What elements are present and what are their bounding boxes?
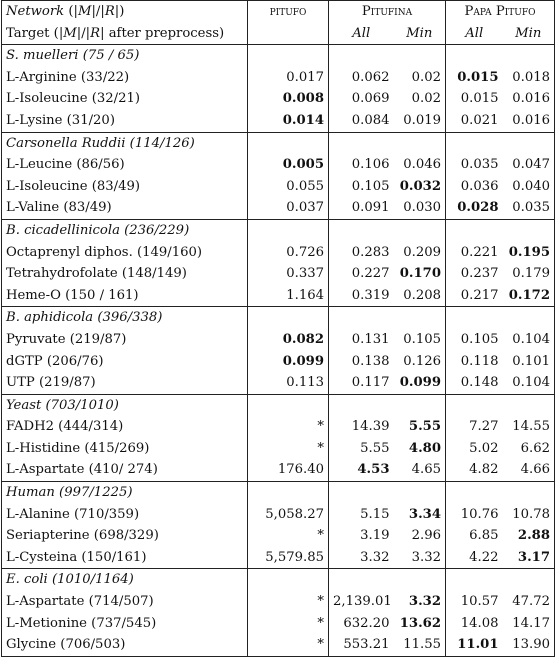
value-pitufo: 0.005 [248, 154, 329, 176]
value-papa-min: 0.101 [503, 351, 555, 373]
pitufina-header [329, 1, 446, 23]
value-pitufo: 0.113 [248, 372, 329, 394]
empty-cell [446, 132, 503, 154]
value-papa-all: 0.015 [457, 69, 499, 85]
table-row [2, 547, 555, 569]
empty-cell [446, 482, 503, 504]
table-row [2, 372, 555, 394]
value-papa-all: 0.035 [460, 157, 499, 173]
section-title: S. muelleri (75 / 65) [2, 45, 248, 67]
empty-cell [394, 45, 446, 67]
value-pitufina-all: 0.062 [351, 69, 390, 85]
value-pitufina-min: 3.34 [394, 504, 446, 526]
value-pitufina-all: 0.131 [351, 331, 390, 347]
empty-cell [248, 394, 329, 416]
section-title: B. aphidicola (396/338) [2, 307, 248, 329]
value-papa-all: 0.148 [460, 375, 499, 391]
target-label: L-Lysine (31/20) [2, 110, 248, 132]
papa-min-subheader: Min [503, 23, 555, 45]
empty-cell [248, 219, 329, 241]
table-row [2, 329, 555, 351]
value-pitufina-min: 5.55 [394, 416, 446, 438]
table-row [2, 351, 555, 373]
table-row [2, 416, 555, 438]
empty-cell [329, 132, 394, 154]
value-papa-min: 2.88 [503, 525, 555, 547]
empty-cell [394, 569, 446, 591]
empty-cell [329, 482, 394, 504]
value-papa-min: 0.104 [503, 372, 555, 394]
section-header-row [2, 569, 555, 591]
value-papa-min: 0.016 [503, 110, 555, 132]
value-pitufo: 1.164 [248, 285, 329, 307]
value-pitufina-min: 4.65 [394, 459, 446, 481]
value-pitufina-min: 0.02 [394, 88, 446, 110]
table-row [2, 197, 555, 219]
papa-all-subheader: All [465, 25, 484, 41]
value-pitufina-min: 0.019 [394, 110, 446, 132]
empty-cell [329, 569, 394, 591]
empty-cell [248, 307, 329, 329]
value-pitufo: 0.008 [248, 88, 329, 110]
value-pitufina-min: 0.099 [394, 372, 446, 394]
target-label: L-Metionine (737/545) [2, 613, 248, 635]
value-pitufo: * [248, 591, 329, 613]
value-pitufina-all: 0.069 [351, 91, 390, 107]
pitufo-header-label: pitufo [269, 4, 307, 19]
empty-cell [248, 569, 329, 591]
empty-cell [446, 45, 503, 67]
target-label: L-Aspartate (714/507) [2, 591, 248, 613]
target-label: L-Aspartate (410/ 274) [2, 459, 248, 481]
value-pitufo: * [248, 416, 329, 438]
empty-cell [394, 219, 446, 241]
target-header: Target (|M|/|R| after preprocess) [2, 23, 248, 45]
empty-cell [503, 569, 555, 591]
empty-cell [248, 132, 329, 154]
pitufina-header-label: Pitufina [361, 4, 413, 19]
table-row [2, 634, 555, 656]
value-pitufina-min: 0.105 [394, 329, 446, 351]
value-pitufo: * [248, 525, 329, 547]
empty-cell [329, 307, 394, 329]
target-label: Heme-O (150 / 161) [2, 285, 248, 307]
header-row-1 [2, 1, 555, 23]
value-papa-all: 5.02 [469, 440, 499, 456]
target-label: L-Cysteina (150/161) [2, 547, 248, 569]
table-row [2, 110, 555, 132]
table-row [2, 176, 555, 198]
value-pitufina-all: 0.319 [351, 287, 390, 303]
value-pitufina-min: 0.126 [394, 351, 446, 373]
value-papa-all: 0.015 [460, 91, 499, 107]
value-papa-min: 14.17 [503, 613, 555, 635]
target-label: Tetrahydrofolate (148/149) [2, 263, 248, 285]
target-label: L-Arginine (33/22) [2, 67, 248, 89]
target-label: L-Isoleucine (83/49) [2, 176, 248, 198]
target-label: UTP (219/87) [2, 372, 248, 394]
empty-cell [503, 219, 555, 241]
value-pitufina-all: 14.39 [351, 419, 390, 435]
value-papa-min: 0.018 [503, 67, 555, 89]
section-header-row [2, 45, 555, 67]
value-papa-min: 0.172 [503, 285, 555, 307]
value-papa-all: 0.021 [460, 112, 499, 128]
value-pitufina-all: 0.138 [351, 353, 390, 369]
value-pitufina-min: 13.62 [394, 613, 446, 635]
value-pitufina-all: 632.20 [343, 615, 390, 631]
value-papa-all: 0.217 [460, 287, 499, 303]
empty-cell [503, 307, 555, 329]
table-row [2, 88, 555, 110]
value-papa-min: 6.62 [503, 438, 555, 460]
value-papa-min: 4.66 [503, 459, 555, 481]
section-title: Human (997/1225) [2, 482, 248, 504]
table-row [2, 504, 555, 526]
value-papa-min: 10.78 [503, 504, 555, 526]
value-papa-all: 0.237 [460, 266, 499, 282]
value-papa-min: 0.016 [503, 88, 555, 110]
value-pitufina-all: 4.53 [357, 462, 390, 478]
value-pitufo: 0.017 [248, 67, 329, 89]
value-papa-min: 0.195 [503, 242, 555, 264]
value-pitufina-all: 2,139.01 [333, 594, 392, 610]
pitufina-all-subheader: All [352, 25, 371, 41]
value-pitufina-all: 0.283 [351, 244, 390, 260]
results-table [1, 0, 555, 657]
empty-cell [329, 219, 394, 241]
value-papa-min: 0.035 [503, 197, 555, 219]
empty-cell [248, 45, 329, 67]
value-pitufina-all: 0.106 [351, 157, 390, 173]
value-papa-min: 3.17 [503, 547, 555, 569]
value-pitufina-all: 5.15 [360, 506, 390, 522]
target-label: Pyruvate (219/87) [2, 329, 248, 351]
value-papa-all: 10.76 [460, 506, 499, 522]
value-pitufina-all: 3.32 [360, 549, 390, 565]
value-pitufina-min: 0.208 [394, 285, 446, 307]
value-papa-min: 13.90 [503, 634, 555, 656]
network-header: Network (|M|/|R|) [2, 1, 248, 23]
target-label: Octaprenyl diphos. (149/160) [2, 242, 248, 264]
section-header-row [2, 219, 555, 241]
target-label: Seriapterine (698/329) [2, 525, 248, 547]
empty-cell [394, 307, 446, 329]
table-row [2, 525, 555, 547]
value-pitufina-min: 4.80 [394, 438, 446, 460]
value-pitufina-all: 0.105 [351, 178, 390, 194]
empty-cell [446, 569, 503, 591]
value-pitufo: 0.014 [248, 110, 329, 132]
header-row-2 [2, 23, 555, 45]
pitufo-subheader [248, 23, 329, 45]
value-pitufo: 0.082 [248, 329, 329, 351]
section-title: B. cicadellinicola (236/229) [2, 219, 248, 241]
empty-cell [503, 132, 555, 154]
value-pitufina-min: 2.96 [394, 525, 446, 547]
value-pitufina-min: 3.32 [394, 591, 446, 613]
value-pitufina-all: 553.21 [329, 634, 394, 656]
value-papa-all: 0.028 [457, 200, 499, 216]
value-papa-all: 10.57 [460, 594, 499, 610]
value-pitufina-all: 0.117 [351, 375, 390, 391]
value-papa-min: 47.72 [503, 591, 555, 613]
section-title: E. coli (1010/1164) [2, 569, 248, 591]
section-header-row [2, 482, 555, 504]
value-pitufo: 5,058.27 [248, 504, 329, 526]
value-pitufina-min: 0.046 [394, 154, 446, 176]
value-papa-all: 0.036 [460, 178, 499, 194]
value-papa-all: 4.22 [469, 549, 499, 565]
value-papa-min: 0.040 [503, 176, 555, 198]
value-papa-all: 7.27 [469, 419, 499, 435]
value-pitufo: 0.055 [248, 176, 329, 198]
target-label: L-Alanine (710/359) [2, 504, 248, 526]
empty-cell [446, 307, 503, 329]
value-papa-all: 11.01 [446, 634, 503, 656]
section-title: Carsonella Ruddii (114/126) [2, 132, 248, 154]
empty-cell [503, 45, 555, 67]
value-pitufo: * [248, 438, 329, 460]
value-pitufo: 5,579.85 [248, 547, 329, 569]
value-pitufina-min: 0.030 [394, 197, 446, 219]
target-label: L-Histidine (415/269) [2, 438, 248, 460]
value-pitufina-all: 5.55 [360, 440, 390, 456]
value-papa-min: 0.179 [503, 263, 555, 285]
empty-cell [394, 482, 446, 504]
empty-cell [446, 394, 503, 416]
target-label: L-Isoleucine (32/21) [2, 88, 248, 110]
value-pitufina-min: 0.209 [394, 242, 446, 264]
table-row [2, 285, 555, 307]
value-pitufina-min: 3.32 [394, 547, 446, 569]
target-label: FADH2 (444/314) [2, 416, 248, 438]
value-pitufina-all: 0.084 [351, 112, 390, 128]
value-papa-min: 0.047 [503, 154, 555, 176]
empty-cell [329, 45, 394, 67]
value-papa-all: 0.118 [460, 353, 499, 369]
empty-cell [248, 482, 329, 504]
value-pitufo: 0.037 [248, 197, 329, 219]
value-pitufina-min: 0.02 [394, 67, 446, 89]
table-row [2, 438, 555, 460]
value-papa-all: 0.221 [460, 244, 499, 260]
value-pitufina-all: 0.227 [351, 266, 390, 282]
value-pitufina-min: 0.032 [394, 176, 446, 198]
table-row [2, 242, 555, 264]
value-pitufo: 0.337 [248, 263, 329, 285]
empty-cell [503, 394, 555, 416]
value-pitufina-min: 0.170 [394, 263, 446, 285]
value-pitufina-all: 3.19 [360, 528, 390, 544]
value-papa-all: 4.82 [469, 462, 499, 478]
section-title: Yeast (703/1010) [2, 394, 248, 416]
value-papa-all: 14.08 [460, 615, 499, 631]
section-header-row [2, 132, 555, 154]
target-label: Glycine (706/503) [2, 634, 248, 656]
value-pitufo: 176.40 [248, 459, 329, 481]
value-papa-min: 14.55 [503, 416, 555, 438]
target-label: dGTP (206/76) [2, 351, 248, 373]
table-row [2, 591, 555, 613]
value-papa-min: 0.104 [503, 329, 555, 351]
empty-cell [446, 219, 503, 241]
empty-cell [503, 482, 555, 504]
value-pitufo: * [248, 634, 329, 656]
section-header-row [2, 394, 555, 416]
papa-pitufo-header-label: Papa Pitufo [464, 4, 536, 19]
section-header-row [2, 307, 555, 329]
value-pitufo: 0.099 [248, 351, 329, 373]
pitufo-header [248, 1, 329, 23]
value-papa-all: 6.85 [469, 528, 499, 544]
table-row [2, 263, 555, 285]
value-papa-all: 0.105 [460, 331, 499, 347]
pitufina-min-subheader: Min [394, 23, 446, 45]
target-label: L-Valine (83/49) [2, 197, 248, 219]
table-row [2, 67, 555, 89]
value-pitufina-min: 11.55 [394, 634, 446, 656]
empty-cell [394, 132, 446, 154]
table-row [2, 459, 555, 481]
target-label: L-Leucine (86/56) [2, 154, 248, 176]
value-pitufo: 0.726 [248, 242, 329, 264]
value-pitufo: * [248, 613, 329, 635]
value-pitufina-all: 0.091 [351, 200, 390, 216]
papa-pitufo-header [446, 1, 555, 23]
empty-cell [329, 394, 394, 416]
empty-cell [394, 394, 446, 416]
table-row [2, 154, 555, 176]
